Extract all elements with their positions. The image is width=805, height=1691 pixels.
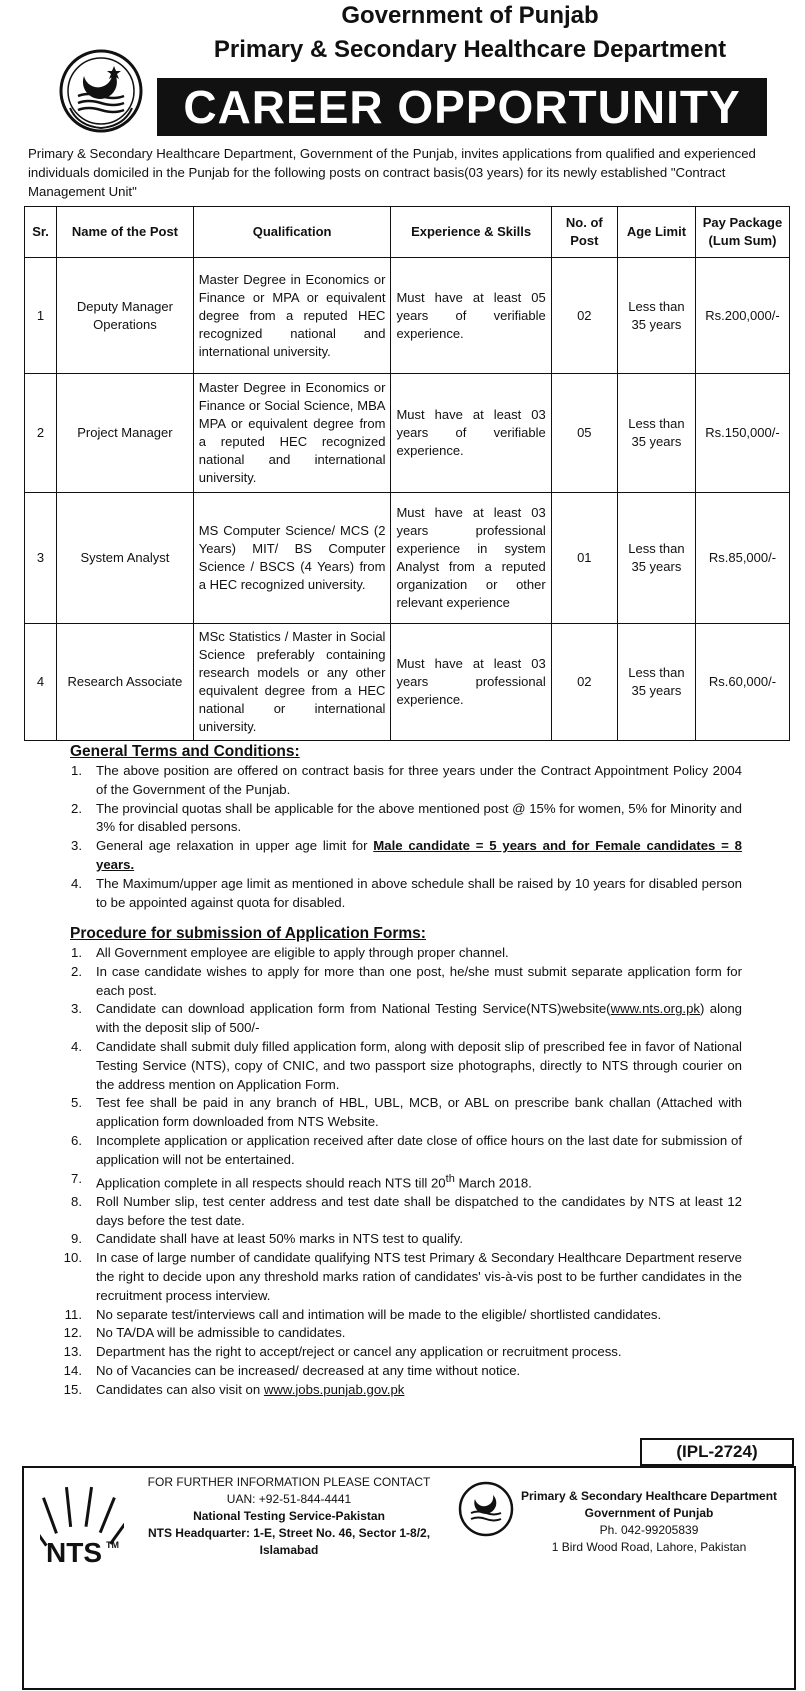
list-number: 13. [63,1344,82,1360]
cell-qualification: Master Degree in Economics or Finance or MPA or equivalent degree from a reputed HEC recognized national and international university. [193,258,391,374]
cell-qualification: Master Degree in Economics or Finance or Social Science, MBA MPA or equivalent degree from a reputed HEC recognized national and international university. [193,374,391,493]
list-text: No separate test/interviews call and intimation will be made to the eligible/ shortlisted candidates. [96,1306,662,1322]
list-item [52,1132,742,1170]
list-item [52,1249,742,1305]
list-text: The Maximum/upper age limit as mentioned in above schedule shall be raised by 10 years for disabled person to be appointed against quota for disabled. [96,875,742,910]
department-address: 1 Bird Wood Road, Lahore, Pakistan [551,1540,747,1554]
header-post-name: Name of the Post [57,207,194,258]
cell-age: Less than 35 years [617,624,695,741]
cell-experience: Must have at least 03 years of verifiable experience. [391,374,551,493]
nts-contact-info [139,1474,439,1559]
list-item [52,1230,742,1249]
header-age-limit: Age Limit [617,207,695,258]
uan-number: UAN: +92-51-844-4441 [226,1492,352,1506]
nts-logo-tm: TM [106,1540,119,1550]
cell-count: 02 [551,258,617,374]
list-number: 8. [71,1193,82,1209]
cell-experience: Must have at least 03 years professional experience. [391,624,551,741]
list-item [52,1170,742,1193]
list-number: 2. [71,963,82,979]
cell-experience: Must have at least 03 years professional experience in system Analyst from a reputed organization or other relevant experience [391,493,551,624]
list-item [52,1193,742,1231]
list-text: The above position are offered on contract basis for three years under the Contract Appointment Policy 2004 of the Government of the Punjab. [96,763,742,797]
list-number: 6. [71,1132,82,1148]
list-text: Candidate shall have at least 50% marks in NTS test to qualify. [96,1231,463,1247]
cell-post: System Analyst [57,493,194,624]
intro-paragraph: Primary & Secondary Healthcare Department, Government of the Punjab, invites applications from qualified and experienced individuals domiciled in the Punjab for the following posts on contract basis(03 years) for its newly established "Contract Management Unit" [28,146,756,199]
list-text: Candidate can download application form from National Testing Service(NTS)website( [96,1001,611,1017]
list-number: 7. [71,1170,82,1186]
list-text: No of Vacancies can be increased/ decreased at any time without notice. [96,1362,521,1378]
cell-age: Less than 35 years [617,493,695,624]
list-number: 11. [64,1306,82,1322]
cell-sr: 2 [25,374,57,493]
list-text: All Government employee are eligible to apply through proper channel. [96,945,509,960]
header-sr: Sr. [25,207,57,258]
contact-title: FOR FURTHER INFORMATION PLEASE CONTACT [147,1475,431,1489]
cell-experience: Must have at least 05 years of verifiable experience. [391,258,551,374]
cell-post: Deputy Manager Operations [57,258,194,374]
terms-list [52,762,742,912]
list-text: Test fee shall be paid in any branch of HBL, UBL, MCB, or ABL on prescribe bank challan (Attached with application form downloaded from NTS Website. [96,1095,742,1130]
list-text: Department has the right to accept/reject or cancel any application or recruitment process. [96,1344,622,1360]
table-row [25,258,790,374]
list-item [52,963,742,1001]
punjab-government-logo [58,48,144,134]
list-text: March 2018. [454,1174,532,1190]
cell-pay: Rs.85,000/- [695,493,789,624]
list-text: Candidate shall submit duly filled application form, along with deposit slip of prescribed fee in favor of National Testing Service (NTS), copy of CNIC, and two passport size photographs, directly to NTS through courier on the address mention on Application Form. [96,1038,742,1092]
cell-count: 05 [551,374,617,493]
nts-logo [40,1484,124,1580]
header-qualification: Qualification [193,207,391,258]
list-text: No TA/DA will be admissible to candidates. [96,1325,346,1341]
cell-age: Less than 35 years [617,374,695,493]
nts-website-link[interactable]: www.nts.org.pk [610,1001,700,1017]
list-number: 4. [71,1038,82,1054]
cell-sr: 4 [25,624,57,741]
list-number: 9. [71,1231,82,1247]
terms-title: General Terms and Conditions: [70,743,300,760]
list-item [52,1381,742,1400]
table-row [25,493,790,624]
cell-qualification: MSc Statistics / Master in Social Science preferably containing research models or any other equivalent degree from a HEC national or international university. [193,624,391,741]
list-item [52,762,742,800]
list-item [52,1343,742,1362]
list-number: 14. [63,1362,82,1378]
list-item [52,1000,742,1038]
procedure-list [52,944,742,1400]
list-text: Roll Number slip, test center address and test date shall be dispatched to the candidates by NTS at least 12 days before the test date. [96,1193,742,1228]
table-header-row [25,207,790,258]
list-text: In case candidate wishes to apply for more than one post, he/she must submit separate application form for each post. [96,963,742,998]
table-row [25,624,790,741]
list-text: General age relaxation in upper age limit for [96,838,374,854]
cell-post: Project Manager [57,374,194,493]
list-item [52,1038,742,1094]
posts-table [24,206,790,741]
cell-pay: Rs.150,000/- [695,374,789,493]
list-text: The provincial quotas shall be applicable for the above mentioned post @ 15% for women, 5% for Minority and 3% for disabled persons. [96,800,742,835]
header-pay-package: Pay Package (Lum Sum) [695,207,789,258]
list-number: 10. [63,1250,82,1266]
cell-age: Less than 35 years [617,258,695,374]
list-item [52,837,742,875]
list-text-bold: Male candidate = 5 years and for Female candidates = 8 years. [96,838,743,872]
department-name: Primary & Secondary Healthcare Department [520,1489,778,1503]
career-opportunity-banner: CAREER OPPORTUNITY [157,78,767,136]
list-item [52,1362,742,1381]
jobs-punjab-link[interactable]: www.jobs.punjab.gov.pk [263,1381,405,1397]
list-text: Incomplete application or application received after date close of office hours on the last date for submission of application will not be entertained. [96,1132,742,1167]
header-experience: Experience & Skills [391,207,551,258]
department-contact-info [514,1488,784,1556]
list-number: 1. [71,945,82,960]
punjab-government-logo [457,1480,515,1538]
list-number: 1. [71,763,82,778]
ipl-number: (IPL-2724) [640,1438,794,1466]
list-text: Candidates can also visit on [96,1381,264,1397]
table-row [25,374,790,493]
cell-qualification: MS Computer Science/ MCS (2 Years) MIT/ BS Computer Science / BSCS (4 Years) from a HEC recognized university. [193,493,391,624]
list-item [52,1324,742,1343]
cell-post: Research Associate [57,624,194,741]
footer-contact-box [22,1466,796,1690]
list-number: 5. [71,1095,82,1111]
list-text: In case of large number of candidate qualifying NTS test Primary & Secondary Healthcare Department reserve the right to decide upon any threshold marks ration of candidates' vis-à-vis post to be further candidates in the recruitment process interview. [96,1250,742,1303]
list-item [52,944,742,963]
list-item [52,875,742,913]
cell-sr: 3 [25,493,57,624]
list-number: 3. [71,838,82,854]
superscript: th [445,1172,455,1185]
list-number: 15. [63,1381,82,1397]
nts-logo-text: NTS [46,1537,102,1568]
header-department: Primary & Secondary Healthcare Department [213,36,727,63]
procedure-title: Procedure for submission of Application Forms: [70,925,426,942]
list-number: 2. [71,800,82,816]
department-government: Government of Punjab [584,1506,714,1520]
cell-pay: Rs.200,000/- [695,258,789,374]
list-item [52,1094,742,1132]
header-no-of-post: No. of Post [551,207,617,258]
list-item [52,800,742,838]
list-text: Application complete in all respects should reach NTS till 20 [96,1174,446,1190]
header-government: Government of Punjab [341,2,599,29]
list-number: 4. [71,875,82,891]
cell-sr: 1 [25,258,57,374]
department-phone: Ph. 042-99205839 [599,1523,699,1537]
nts-headquarter-address: NTS Headquarter: 1-E, Street No. 46, Sector 1-8/2, Islamabad [147,1526,431,1557]
list-item [52,1306,742,1325]
list-text: ) along with the deposit slip of 500/- [96,1001,743,1036]
list-number: 12. [63,1325,82,1341]
cell-count: 01 [551,493,617,624]
cell-pay: Rs.60,000/- [695,624,789,741]
cell-count: 02 [551,624,617,741]
list-number: 3. [71,1001,82,1017]
nts-organization: National Testing Service-Pakistan [193,1509,385,1523]
